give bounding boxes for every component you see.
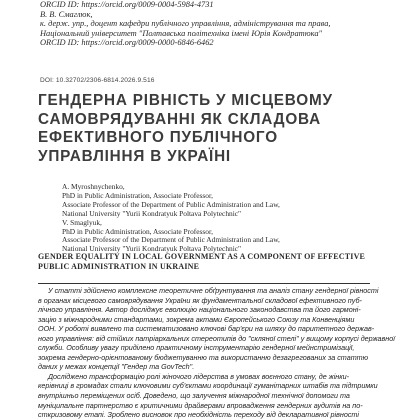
doi-text: DOI: 10.32702/2306-6814.2026.9.516 [40, 77, 155, 84]
author-1-degree: PhD in Public Administration, Associate Professor, [62, 190, 214, 200]
abstract-block [38, 283, 395, 420]
abstract-line: даних у межах концепції "Гендер та GovTech". [38, 362, 195, 372]
abstract-line: керівниці в громадах стали ключовими суб'єктами координації гуманітарних штабів та підтримки [38, 381, 378, 391]
abstract-line: ного управління: від стійких патріархальних стереотипів до "скляної стелі" у вищому корпусі державної [38, 333, 395, 343]
author-name-line: В. В. Смаглюк, [40, 9, 93, 19]
english-authors-block [62, 183, 372, 254]
orcid-line-2: ORCID ID: https://orcid.org/0009-0000-6846-6462 [40, 38, 214, 47]
abstract-line: зацію з міжнародними стандартами, зокрема актами Європейського Союзу та Конвенціями [38, 314, 355, 324]
article-title: ГЕНДЕРНА РІВНІСТЬ У МІСЦЕВОМУ САМОВРЯДУВАННІ ЯК СКЛАДОВА ЕФЕКТИВНОГО ПУБЛІЧНОГО УПРАВЛІННЯ В УКРАЇНІ [38, 92, 333, 165]
abstract-line: служби. Особливу увагу приділено практичному інструментарію гендерної мейнстримізації, [38, 343, 355, 353]
abstract-line: зокрема гендерно-орієнтованому бюджетуванню та використанню дезагрегованих за статтю [38, 352, 369, 362]
abstract-line: Досліджено трансформацію ролі жіночого лідерства в умовах воєнного стану, де жінки- [48, 371, 350, 381]
abstract-line: муніципальне партнерство є критичними драйверами впровадження гендерних аудитів на по- [38, 400, 363, 410]
author-2-position: Associate Professor of the Department of Public Administration and Law, [62, 235, 280, 245]
author-affiliation-line: Національний університет "Полтавська політехніка імені Юрія Кондратюка" [40, 28, 323, 38]
english-title: GENDER EQUALITY IN LOCAL GOVERNMENT AS A COMPONENT OF EFFECTIVE PUBLIC ADMINISTRATION IN UKRAINE [38, 252, 366, 271]
abstract-line: в органах місцевого самоврядування України як фундаментальної складової ефективного пуб- [38, 295, 362, 305]
abstract-line: внутрішньо переміщених осіб. Доведено, що залучення міжнародної технічної допомоги та [38, 391, 350, 401]
orcid-line-1: ORCID ID: https://orcid.org/0009-0004-5984-4731 [40, 0, 214, 9]
abstract-line: У статті здійснено комплексне теоретичне обґрунтування та аналіз стану гендерної рівності [48, 286, 379, 295]
author-degree-line: к. держ. упр., доцент кафедри публічного управління, адміністрування та права, [40, 19, 331, 28]
author-1-university: National University "Yurii Kondratyuk Poltava Polytechnic" [62, 208, 242, 218]
abstract-line: лічного управління. Автор досліджує еволюцію національного законодавства та його гармоні- [38, 305, 361, 315]
abstract-line: ООН. У роботі виявлено та систематизовано ключові бар'єри на шляху до паритетного держав- [38, 324, 375, 334]
author-header-block [40, 0, 380, 48]
author-2-university: National University "Yurii Kondratyuk Poltava Polytechnic" [62, 244, 242, 254]
author-1-position: Associate Professor of the Department of Public Administration and Law, [62, 199, 280, 209]
abstract-line: сткризовому етапі. Зроблено висновок про необхідність переходу від декларативної рівності [38, 410, 359, 420]
author-1-name: A. Myroshnychenko, [62, 182, 125, 191]
author-2-degree: PhD in Public Administration, Associate Professor, [62, 226, 214, 236]
author-2-name: V. Smaglyuk, [62, 217, 102, 227]
